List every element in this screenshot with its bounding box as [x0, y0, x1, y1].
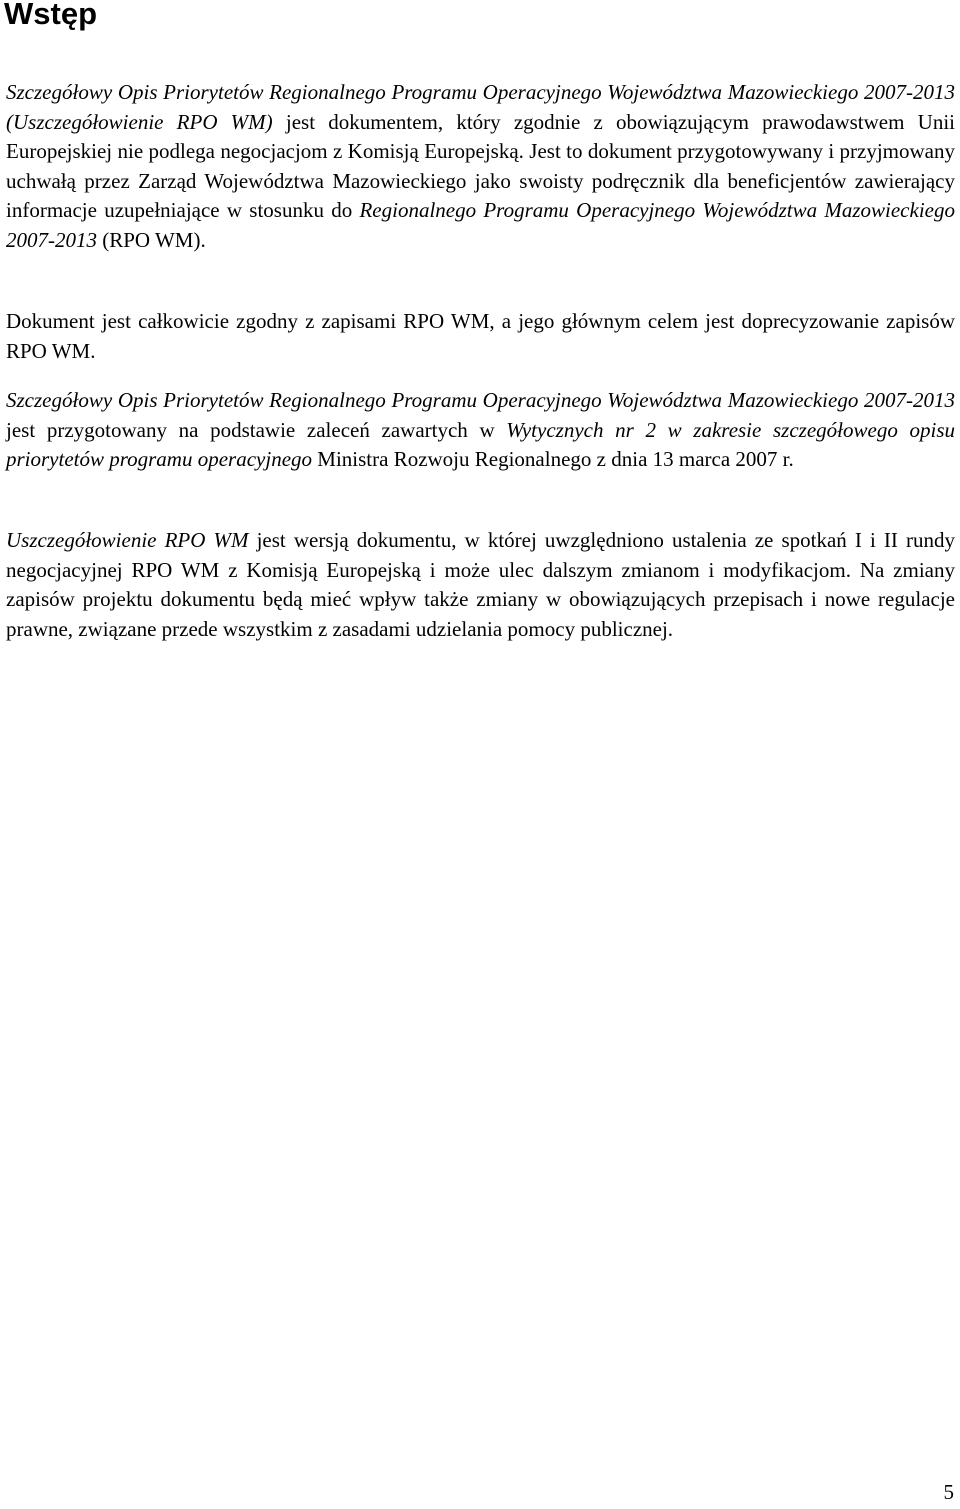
- paragraph-basis-text: jest przygotowany na podstawie zaleceń zawartych w: [6, 417, 507, 442]
- paragraph-intro-end: (RPO WM).: [97, 227, 206, 252]
- paragraph-version: [6, 526, 955, 644]
- paragraph-compliance: Dokument jest całkowicie zgodny z zapisami RPO WM, a jego głównym celem jest doprecyzowanie zapisów RPO WM.: [6, 309, 955, 363]
- version-name-italic: Uszczegółowienie RPO WM: [6, 528, 249, 552]
- paragraph-basis-end: Ministra Rozwoju Regionalnego z dnia 13 marca 2007 r.: [312, 447, 794, 472]
- guidelines-title-italic: Wytycznych nr 2 w zakresie szczegółowego opisu priorytetów programu operacyjnego: [6, 417, 955, 472]
- paragraph-intro: [6, 78, 955, 256]
- document-title-italic: Szczegółowy Opis Priorytetów Regionalnego Programu Operacyjnego Województwa Mazowieckiego 2007-2013: [6, 388, 955, 412]
- paragraph-intro-text: jest dokumentem, który zgodnie z obowiązującym prawodawstwem Unii Europejskiej nie podlega negocjacjom z Komisją Europejską. Jest to dokument przygotowywany i przyjmowany uchwałą przez Zarząd Województwa Mazowieckiego jako swoisty podręcznik dla beneficjentów zawierający informacje uzupełniające w stosunku do: [6, 109, 955, 223]
- paragraph-version-text: jest wersją dokumentu, w której uwzględniono ustalenia ze spotkań I i II rundy negocjacyjnej RPO WM z Komisją Europejską i może ulec dalszym zmianom i modyfikacjom. Na zmiany zapisów projektu dokumentu będą mieć wpływ także zmiany w obowiązujących przepisach i nowe regulacje prawne, związane przede wszystkim z zasadami udzielania pomocy publicznej.: [6, 528, 955, 641]
- document-title-italic: Szczegółowy Opis Priorytetów Regionalnego Programu Operacyjnego Województwa Mazowieckiego 2007-2013 (Uszczegółowienie RPO WM): [6, 80, 955, 134]
- section-heading: Wstęp: [4, 0, 97, 31]
- program-name-italic: Regionalnego Programu Operacyjnego Województwa Mazowieckiego 2007-2013: [6, 198, 955, 252]
- paragraph-basis: [6, 386, 955, 475]
- page-number: 5: [943, 1480, 954, 1504]
